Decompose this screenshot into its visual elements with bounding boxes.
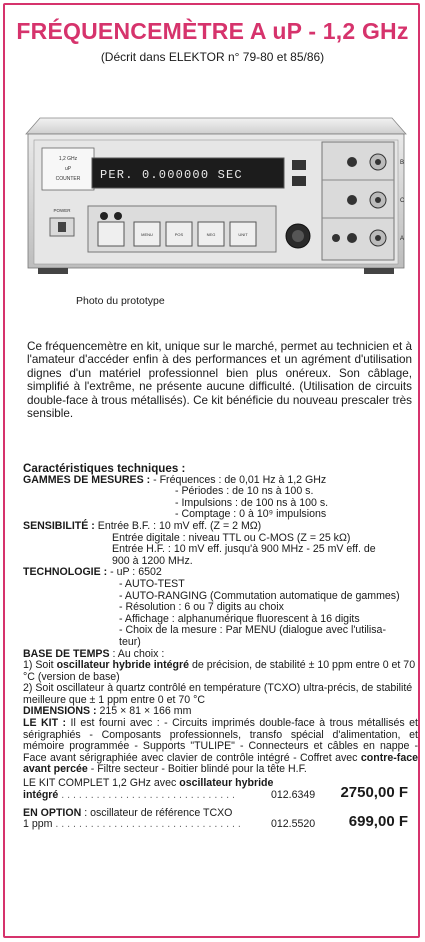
spec-sensibilite-label: SENSIBILITÉ : bbox=[23, 519, 95, 532]
spec-dimensions-label: DIMENSIONS : bbox=[23, 705, 97, 718]
spec-kit-paragraph bbox=[23, 718, 418, 776]
svg-text:1,2 GHz: 1,2 GHz bbox=[58, 156, 78, 162]
offer-kit-price: 2750,00 F bbox=[340, 783, 408, 801]
spec-kit-text-end: - Filtre secteur - Boitier blindé pour la tête H.F. bbox=[87, 763, 307, 776]
svg-text:POWER: POWER bbox=[53, 208, 71, 213]
device-display: PER. 0.000000 SEC bbox=[100, 168, 243, 182]
spec-base-label: BASE DE TEMPS bbox=[23, 647, 110, 660]
spec-technologie-row bbox=[23, 567, 418, 579]
spec-gammes-value: - Périodes : de 10 ns à 100 s. bbox=[175, 485, 314, 498]
spec-technologie-value: - AUTO-RANGING (Commutation automatique de gammes) bbox=[119, 589, 400, 602]
spec-dimensions-value: 215 × 81 × 166 mm bbox=[96, 705, 192, 718]
svg-text:A: A bbox=[400, 236, 405, 242]
spec-gammes-value: - Fréquences : de 0,01 Hz à 1,2 GHz bbox=[153, 473, 327, 486]
spec-base-option-1-text: de précision, de stabilité ± 10 ppm entre 0 et 70 °C (version de base) bbox=[23, 659, 416, 683]
description-paragraph: Ce fréquencemètre en kit, unique sur le marché, permet au technicien et à l'amateur d'accéder enfin à des performances et un agrément d'utilisation dignes d'un matériel professionnel bien plus onéreux. Son câblage, simplifié à l'extrême, ne présente aucune difficulté. (Utilisation de circuits double-face à trous métallisés). Ce kit bénéficie du nouveau prescaler très sensible. bbox=[27, 340, 412, 421]
spec-gammes-value: - Comptage : 0 à 10⁹ impulsions bbox=[175, 508, 327, 521]
spec-sensibilite-value: Entrée B.F. : 10 mV eff. (Z = 2 MΩ) bbox=[97, 519, 262, 532]
svg-text:MENU: MENU bbox=[141, 232, 153, 237]
specs-heading: Caractéristiques techniques : bbox=[23, 462, 186, 475]
offer-kit-line2: intégré bbox=[23, 788, 59, 801]
spec-technologie-value: - Résolution : 6 ou 7 digits au choix bbox=[119, 601, 284, 614]
offer-option-line1: : oscillateur de référence TCXO bbox=[81, 806, 233, 819]
spec-kit-text: Il est fourni avec : - Circuits imprimés double-face à trous métallisés et sérigraphiés - Composants professionnels, transfo spécial d'alimentation, et mémoire programmée - Supports "TULIPE" - Connecteurs et câbles en nappe - Face avant sérigraphiée avec clavier de contrôle intégré - Coffret avec bbox=[23, 717, 418, 764]
offer-option: EN OPTION : oscillateur de référence TCXO 1 ppm . . . . . . . . . . . . . . . . . . . . . . . . . . . . . . . . 012.5520 699,00 F bbox=[23, 806, 408, 831]
spec-base-intro: : Au choix : bbox=[109, 647, 165, 660]
device-photo bbox=[22, 100, 410, 280]
device-badge bbox=[42, 148, 94, 190]
offer-kit-line1: LE KIT COMPLET 1,2 GHz avec bbox=[23, 777, 180, 790]
spec-gammes-label: GAMMES DE MESURES : bbox=[23, 473, 151, 486]
spec-base-option-2: 2) Soit oscillateur à quartz contrôlé en température (TCXO) ultra-précis, de stabilité meilleure que ± 1 ppm entre 0 et 70 °C bbox=[23, 682, 413, 706]
spec-kit-label: LE KIT : bbox=[23, 717, 67, 730]
spec-sensibilite-value: Entrée digitale : niveau TTL ou C-MOS (Z = 25 kΩ) bbox=[112, 531, 351, 544]
spec-technologie-label: TECHNOLOGIE : bbox=[23, 566, 108, 579]
spec-sensibilite-row bbox=[23, 521, 418, 533]
svg-text:B: B bbox=[400, 160, 405, 166]
technical-specs bbox=[23, 463, 418, 833]
offer-kit-line1-bold: oscillateur hybride bbox=[179, 777, 274, 790]
spec-technologie-value: - Affichage : alphanumérique fluorescent à 16 digits bbox=[119, 612, 360, 625]
svg-text:C: C bbox=[400, 198, 405, 204]
offer-option-price: 699,00 F bbox=[348, 813, 408, 831]
spec-base-option-1-prefix: 1) Soit bbox=[23, 659, 57, 672]
offer-option-line2: 1 ppm bbox=[23, 818, 53, 831]
spec-technologie-value: teur) bbox=[119, 635, 141, 648]
svg-text:COUNTER: COUNTER bbox=[55, 176, 81, 182]
spec-sensibilite-value: Entrée H.F. : 10 mV eff. jusqu'à 900 MHz - 25 mV eff. de bbox=[112, 543, 376, 556]
spec-gammes-value: - Impulsions : de 100 ns à 100 s. bbox=[175, 496, 329, 509]
spec-base-option-1-bold: oscillateur hybride intégré bbox=[56, 659, 190, 672]
spec-sensibilite-value: 900 à 1200 MHz. bbox=[112, 554, 193, 567]
svg-text:POS: POS bbox=[174, 232, 184, 237]
spec-technologie-value: - AUTO-TEST bbox=[119, 577, 185, 590]
photo-caption: Photo du prototype bbox=[76, 295, 165, 307]
spec-kit-text-bold: contre-face avant percée bbox=[23, 751, 418, 776]
spec-base-option-1 bbox=[23, 660, 418, 683]
offer-option-ref: 012.5520 bbox=[271, 818, 316, 831]
svg-text:UNIT: UNIT bbox=[238, 232, 248, 237]
spec-technologie-value: - Choix de la mesure : Par MENU (dialogue avec l'utilisa- bbox=[119, 624, 386, 637]
svg-text:uP: uP bbox=[64, 166, 72, 172]
page-title: FRÉQUENCEMÈTRE A uP - 1,2 GHz bbox=[16, 18, 409, 44]
spec-technologie-value: - uP : 6502 bbox=[110, 566, 162, 579]
svg-text:NEG: NEG bbox=[206, 232, 216, 237]
offer-kit-ref: 012.6349 bbox=[271, 788, 316, 801]
offer-option-label: EN OPTION bbox=[23, 806, 82, 819]
page-subtitle: (Décrit dans ELEKTOR n° 79-80 et 85/86) bbox=[100, 50, 325, 64]
offer-kit: LE KIT COMPLET 1,2 GHz avec oscillateur hybride intégré . . . . . . . . . . . . . . . . . . . . . . . . . . . . . . 012.6349 2750,00 F bbox=[23, 777, 408, 801]
